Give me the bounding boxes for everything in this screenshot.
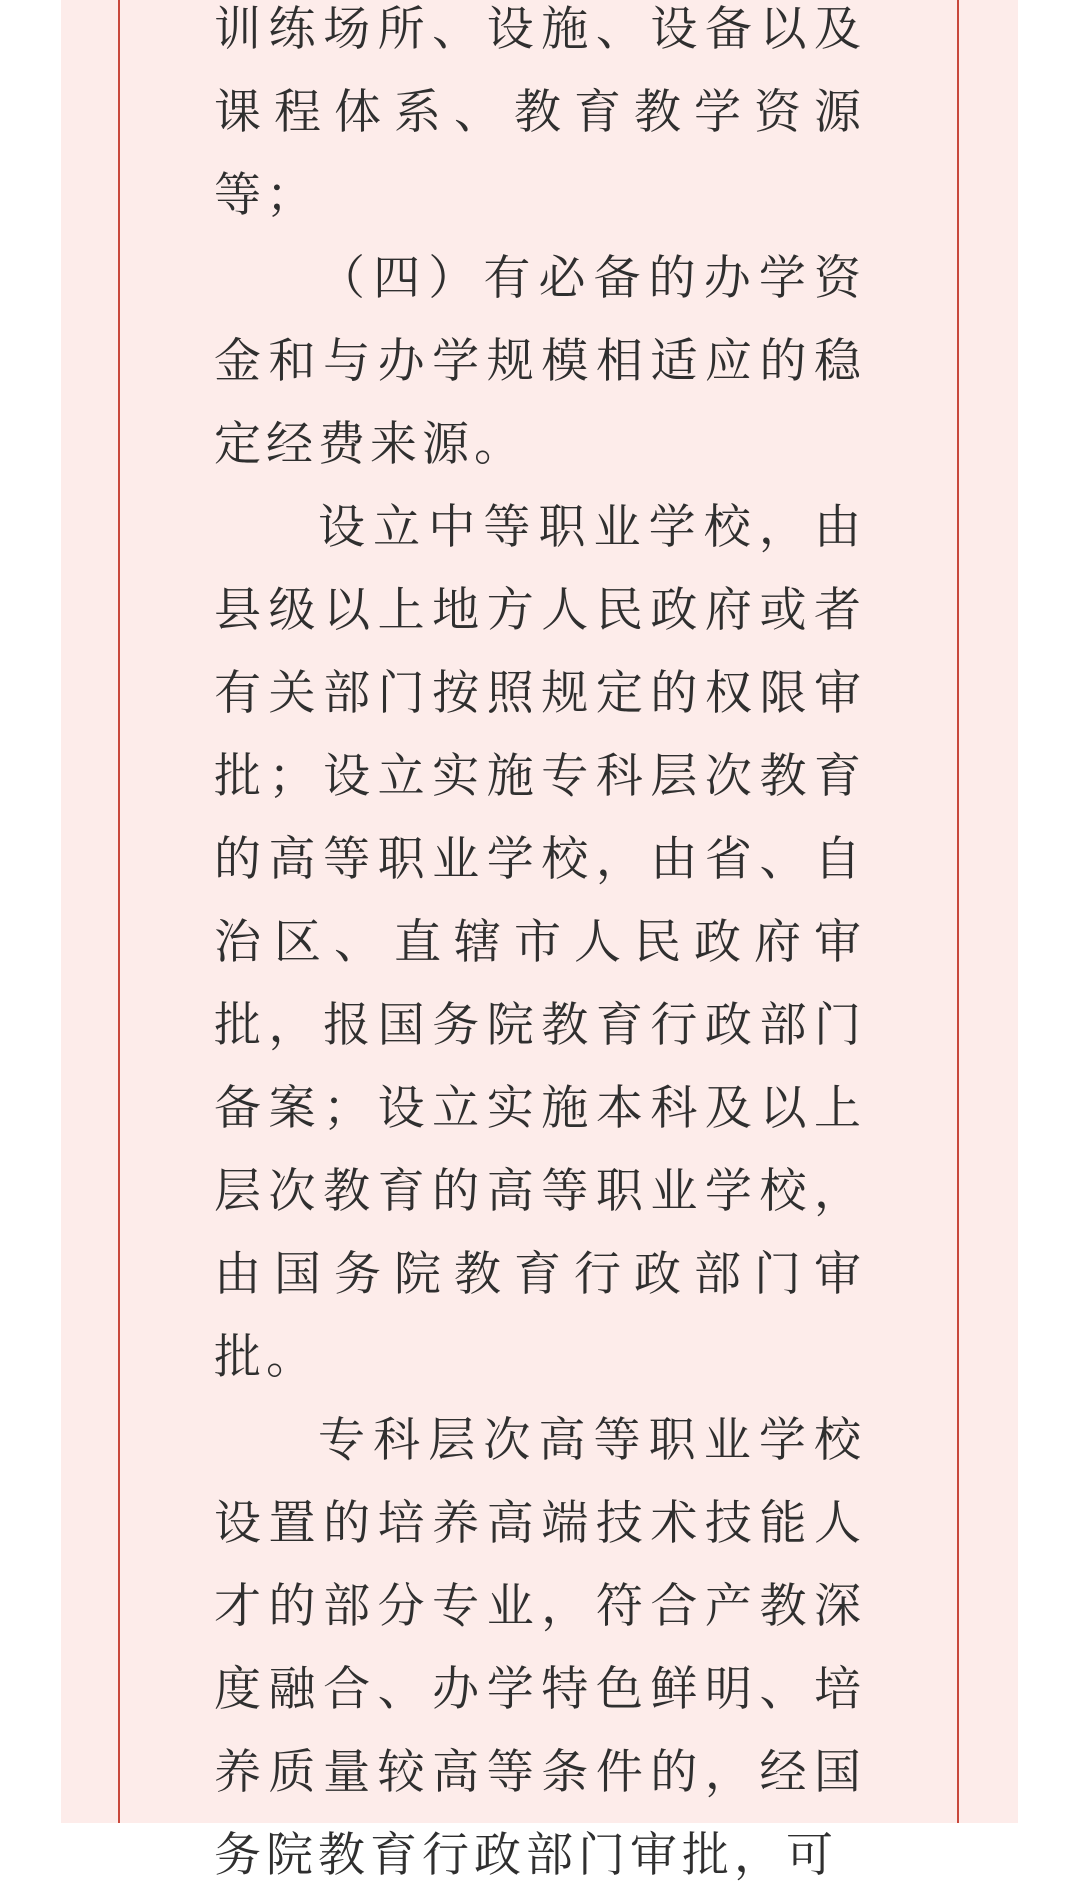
article-paragraph-3: 设立中等职业学校，由县级以上地方人民政府或者有关部门按照规定的权限审批；设立实施专科层次教育的高等职业学校，由省、自治区、直辖市人民政府审批，报国务院教育行政部门备案；设立实施本科及以上层次教育的高等职业学校，由国务院教育行政部门审批。	[214, 500, 866, 1385]
article-paragraph-2: （四）有必备的办学资金和与办学规模相适应的稳定经费来源。	[214, 251, 866, 472]
article-paragraph-1: 训练场所、设施、设备以及课程体系、教育教学资源等；	[214, 2, 866, 223]
article-paragraph-4: 专科层次高等职业学校设置的培养高端技术技能人才的部分专业，符合产教深度融合、办学特色鲜明、培养质量较高等条件的，经国务院教育行政部门审批，可	[214, 1413, 866, 1883]
article-body	[214, 0, 866, 1897]
